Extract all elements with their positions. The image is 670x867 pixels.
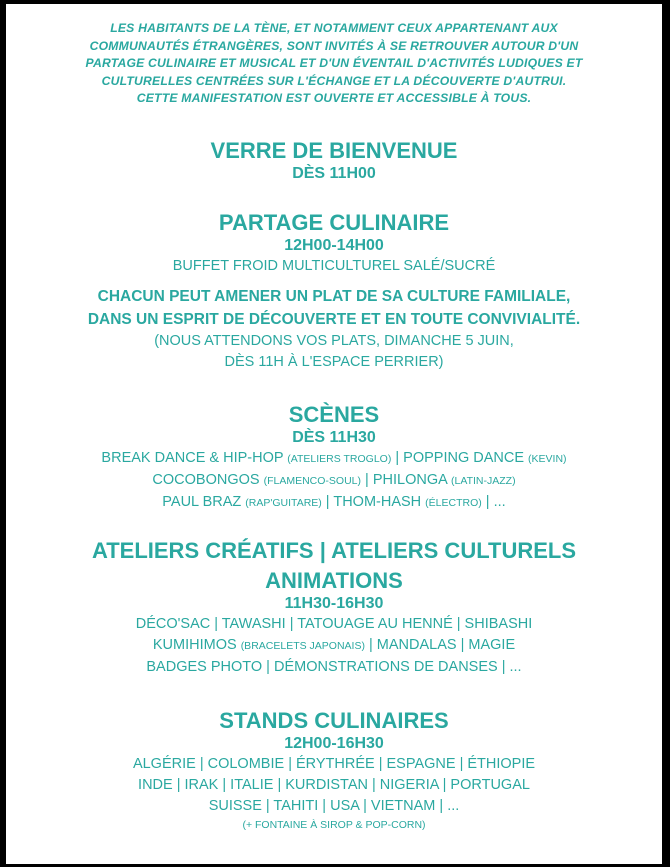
ateliers-title: ATELIERS CRÉATIFS | ATELIERS CULTURELS <box>91 538 577 563</box>
intro-paragraph <box>26 20 642 108</box>
intro-line: PARTAGE CULINAIRE ET MUSICAL ET D'UN ÉVENTAIL D'ACTIVITÉS LUDIQUES ET <box>85 56 583 71</box>
ateliers-line: DÉCO'SAC | TAWASHI | TATOUAGE AU HENNÉ | SHIBASHI <box>135 616 533 632</box>
intro-line: LES HABITANTS DE LA TÈNE, ET NOTAMMENT CEUX APPARTENANT AUX <box>110 21 558 35</box>
stands-line: INDE | IRAK | ITALIE | KURDISTAN | NIGERIA | PORTUGAL <box>138 777 530 793</box>
stands-time: 12H00-16H30 <box>284 735 384 752</box>
stands-line: ALGÉRIE | COLOMBIE | ÉRYTHRÉE | ESPAGNE | ÉTHIOPIE <box>132 756 536 772</box>
stands-line: SUISSE | TAHITI | USA | VIETNAM | ... <box>208 798 460 814</box>
stands-note: (+ FONTAINE À SIROP & POP-CORN) <box>242 819 426 831</box>
ateliers-line: BADGES PHOTO | DÉMONSTRATIONS DE DANSES | ... <box>146 659 522 675</box>
partage-bold-line: DANS UN ESPRIT DE DÉCOUVERTE ET EN TOUTE CONVIVIALITÉ. <box>87 311 581 328</box>
stands-section <box>6 708 662 833</box>
intro-line: COMMUNAUTÉS ÉTRANGÈRES, SONT INVITÉS À SE RETROUVER AUTOUR D'UN <box>89 38 579 53</box>
scenes-line: PAUL BRAZ (RAP'GUITARE) | THOM-HASH (ÉLECTRO) | ... <box>162 494 506 510</box>
scenes-line: BREAK DANCE & HIP-HOP (ATELIERS TROGLO) | POPPING DANCE (KEVIN) <box>101 450 567 466</box>
flyer-card <box>6 4 662 864</box>
partage-time: 12H00-14H00 <box>284 237 384 254</box>
ateliers-line: KUMIHIMOS (BRACELETS JAPONAIS) | MANDALAS | MAGIE <box>152 637 516 653</box>
scenes-section <box>6 402 662 514</box>
partage-bold-line: CHACUN PEUT AMENER UN PLAT DE SA CULTURE FAMILIALE, <box>97 288 571 305</box>
partage-note: (NOUS ATTENDONS VOS PLATS, DIMANCHE 5 JUIN, <box>154 333 514 349</box>
welcome-section <box>6 138 662 184</box>
partage-buffet: BUFFET FROID MULTICULTUREL SALÉ/SUCRÉ <box>172 258 496 274</box>
partage-title: PARTAGE CULINAIRE <box>218 210 450 235</box>
intro-line: CETTE MANIFESTATION EST OUVERTE ET ACCESSIBLE À TOUS. <box>136 91 532 106</box>
partage-section <box>6 210 662 373</box>
ateliers-time: 11H30-16H30 <box>284 595 384 612</box>
scenes-title: SCÈNES <box>288 402 380 427</box>
ateliers-section <box>6 538 662 678</box>
welcome-title: VERRE DE BIENVENUE <box>210 138 458 163</box>
stands-title: STANDS CULINAIRES <box>219 708 449 733</box>
welcome-time: DÈS 11H00 <box>292 165 376 182</box>
scenes-time: DÈS 11H30 <box>292 429 376 446</box>
intro-line: CULTURELLES CENTRÉES SUR L'ÉCHANGE ET LA DÉCOUVERTE D'AUTRUI. <box>101 73 567 88</box>
partage-note: DÈS 11H À L'ESPACE PERRIER) <box>224 354 444 370</box>
animations-title: ANIMATIONS <box>265 568 403 593</box>
scenes-line: COCOBONGOS (FLAMENCO-SOUL) | PHILONGA (LATIN-JAZZ) <box>152 472 516 488</box>
